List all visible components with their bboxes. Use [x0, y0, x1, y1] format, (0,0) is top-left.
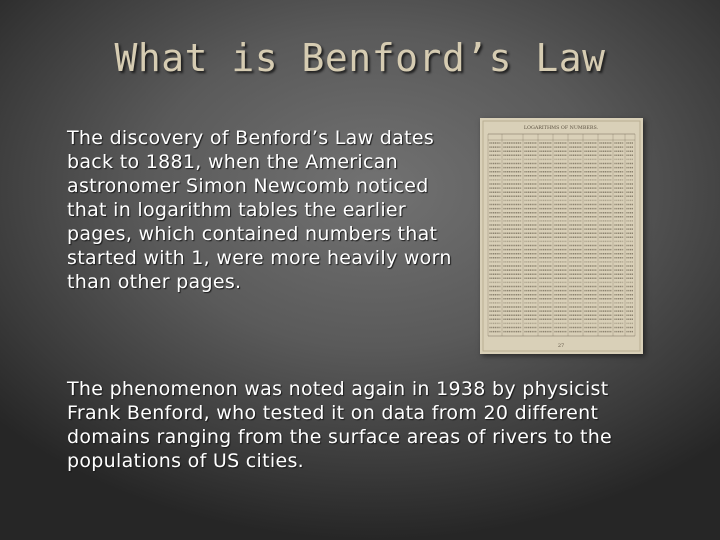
- discovery-paragraph: The discovery of Benford’s Law dates back to 1881, when the American astronomer Simon Newcomb noticed that in logarithm tables the earlier pages, which contained numbers that started with 1, were more heavily worn than other pages.: [67, 127, 452, 293]
- logarithm-table-image: [480, 118, 643, 354]
- slide-title: What is Benford’s Law: [114, 36, 606, 80]
- logarithm-table-page-number: 27: [557, 343, 565, 349]
- logarithm-table-scan: [480, 118, 643, 354]
- benford-paragraph: The phenomenon was noted again in 1938 by physicist Frank Benford, who tested it on data from 20 different domains ranging from the surface areas of rivers to the populations of US cities.: [67, 378, 613, 472]
- logarithm-table-heading: LOGARITHMS OF NUMBERS.: [523, 126, 599, 131]
